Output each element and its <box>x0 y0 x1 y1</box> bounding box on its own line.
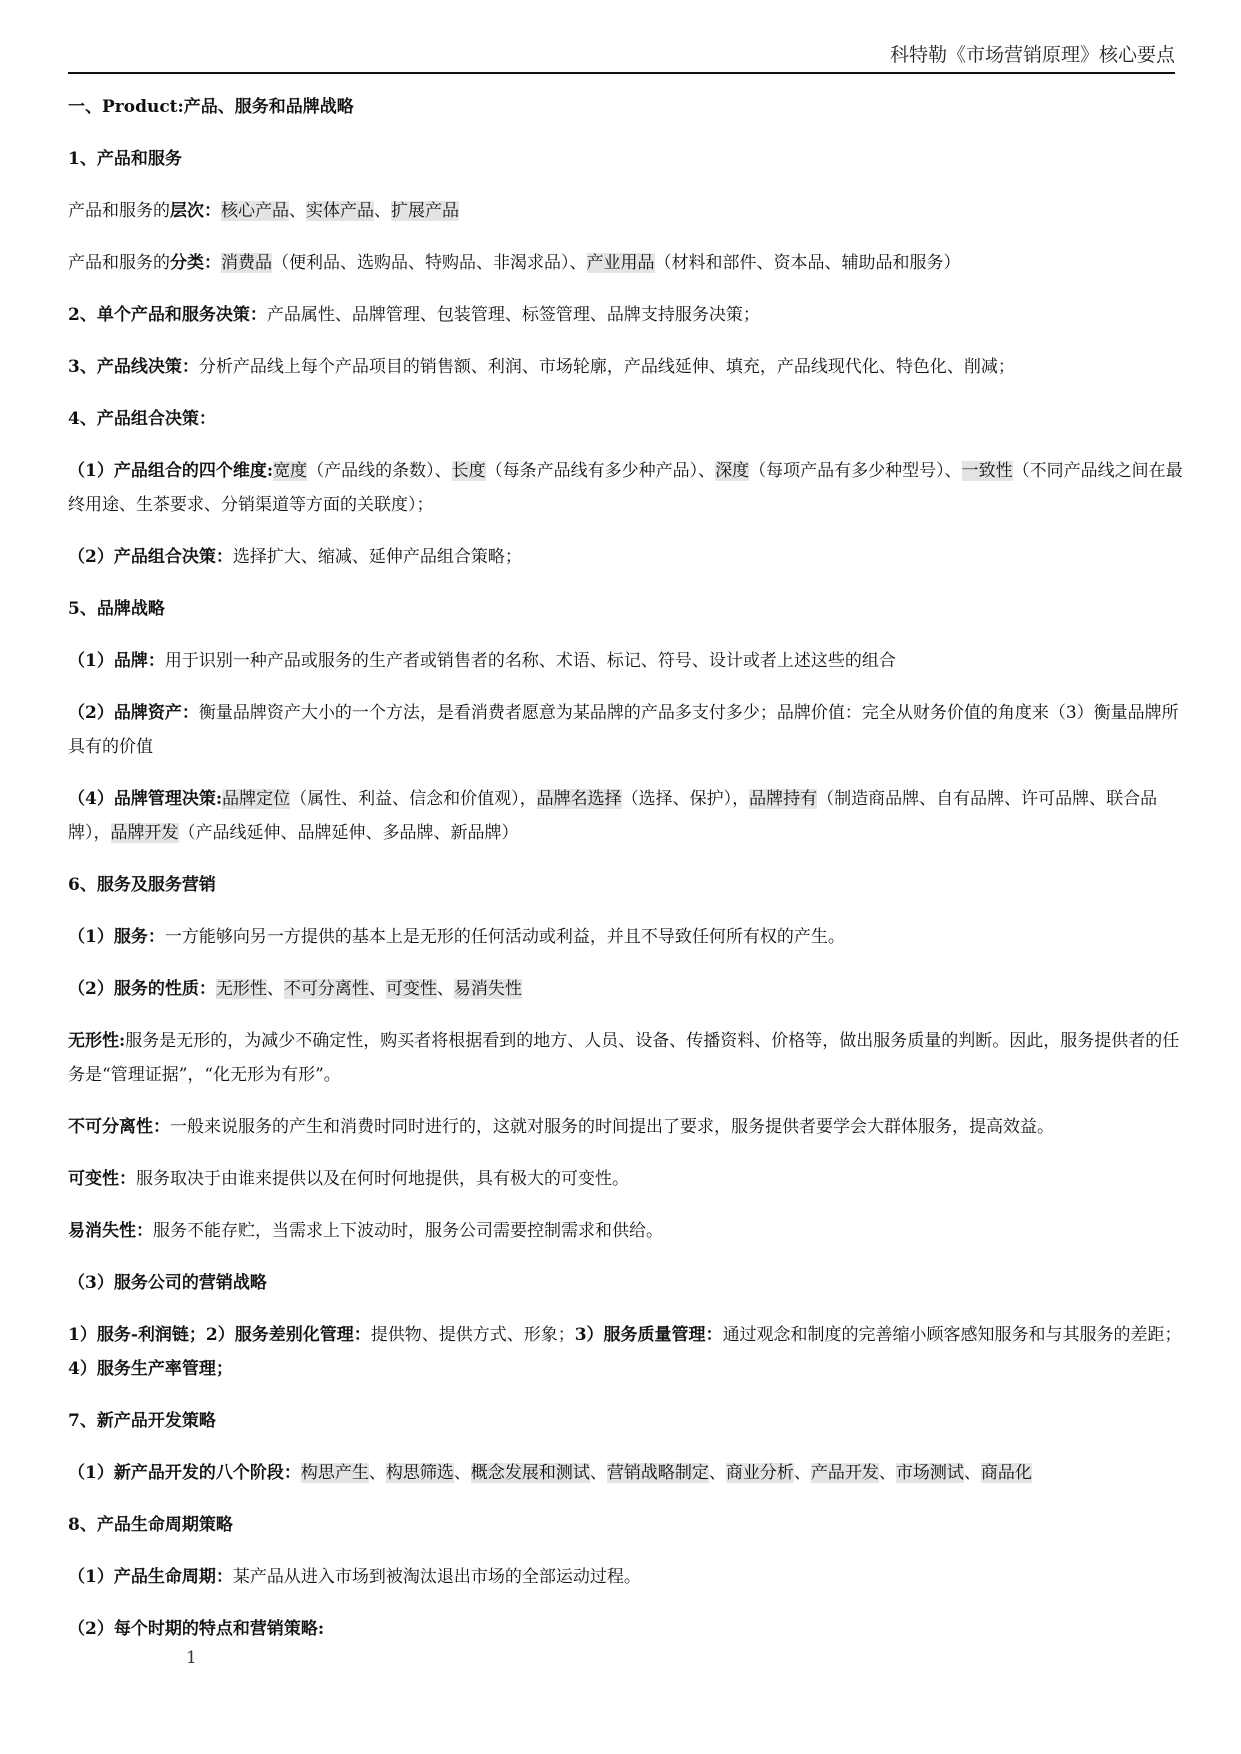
highlight-term: 一致性 <box>961 461 1013 481</box>
highlight-term: 概念发展和测试 <box>470 1463 590 1483</box>
highlight-term: 构思筛选 <box>385 1463 454 1483</box>
highlight-term: 易消失性 <box>453 979 522 999</box>
paragraph-service-strategy: 1）服务-利润链；2）服务差别化管理：提供物、提供方式、形象；3）服务质量管理：通过观念和制度的完善缩小顾客感知服务和与其服务的差距；4）服务生产率管理； <box>68 1325 1182 1379</box>
highlight-term: 品牌持有 <box>749 789 818 809</box>
paragraph-service-nature: （2）服务的性质：无形性、不可分离性、可变性、易消失性 <box>68 979 522 999</box>
highlight-term: 产业用品 <box>586 253 655 273</box>
paragraph-brand-management: （4）品牌管理决策:品牌定位（属性、利益、信念和价值观），品牌名选择（选择、保护），品牌持有（制造商品牌、自有品牌、许可品牌、联合品牌），品牌开发（产品线延伸、品牌延伸、多品牌、新品牌） <box>68 789 1158 843</box>
highlight-term: 构思产生 <box>300 1463 369 1483</box>
paragraph-mix-dimensions: （1）产品组合的四个维度:宽度（产品线的条数）、长度（每条产品线有多少种产品）、深度（每项产品有多少种型号）、一致性（不同产品线之间在最终用途、生茶要求、分销渠道等方面的关联度）； <box>68 461 1183 515</box>
highlight-term: 消费品 <box>221 253 272 273</box>
highlight-term: 品牌名选择 <box>536 789 622 809</box>
paragraph-plc-stages: （2）每个时期的特点和营销策略: <box>68 1619 325 1639</box>
highlight-term: 实体产品 <box>306 201 374 221</box>
highlight-term: 品牌定位 <box>222 789 291 809</box>
section-heading-4: 4、产品组合决策： <box>68 409 216 429</box>
highlight-term: 宽度 <box>273 461 308 481</box>
highlight-term: 品牌开发 <box>110 823 179 843</box>
section-heading-8: 8、产品生命周期策略 <box>68 1515 233 1535</box>
paragraph-plc: （1）产品生命周期：某产品从进入市场到被淘汰退出市场的全部运动过程。 <box>68 1567 641 1587</box>
paragraph-npd-stages: （1）新产品开发的八个阶段：构思产生、构思筛选、概念发展和测试、营销战略制定、商业分析、产品开发、市场测试、商品化 <box>68 1463 1032 1483</box>
document-body <box>68 90 1190 1664</box>
highlight-term: 无形性 <box>215 979 267 999</box>
paragraph-intangibility: 无形性:服务是无形的，为减少不确定性，购买者将根据看到的地方、人员、设备、传播资料、价格等，做出服务质量的判断。因此，服务提供者的任务是“管理证据”，“化无形为有形”。 <box>68 1031 1180 1085</box>
paragraph-mix-decision: （2）产品组合决策：选择扩大、缩减、延伸产品组合策略； <box>68 547 522 567</box>
section-heading-6: 6、服务及服务营销 <box>68 875 216 895</box>
paragraph-classification: 产品和服务的分类：消费品（便利品、选购品、特购品、非渴求品）、产业用品（材料和部件、资本品、辅助品和服务） <box>68 253 961 273</box>
section-2: 2、单个产品和服务决策：产品属性、品牌管理、包装管理、标签管理、品牌支持服务决策； <box>68 305 760 325</box>
highlight-term: 不可分离性 <box>283 979 369 999</box>
highlight-term: 市场测试 <box>895 1463 964 1483</box>
highlight-term: 扩展产品 <box>391 201 459 221</box>
highlight-term: 产品开发 <box>810 1463 879 1483</box>
highlight-term: 长度 <box>451 461 486 481</box>
highlight-term: 商品化 <box>980 1463 1032 1483</box>
highlight-term: 核心产品 <box>221 201 289 221</box>
section-heading-7: 7、新产品开发策略 <box>68 1411 216 1431</box>
section-heading-5: 5、品牌战略 <box>68 599 165 619</box>
paragraph-brand-equity: （2）品牌资产：衡量品牌资产大小的一个方法，是看消费者愿意为某品牌的产品多支付多少；品牌价值：完全从财务价值的角度来（3）衡量品牌所具有的价值 <box>68 703 1179 757</box>
chapter-heading: 一、Product:产品、服务和品牌战略 <box>68 97 354 117</box>
paragraph-brand: （1）品牌：用于识别一种产品或服务的生产者或销售者的名称、术语、标记、符号、设计或者上述这些的组合 <box>68 651 896 671</box>
paragraph-levels: 产品和服务的层次：核心产品、实体产品、扩展产品 <box>68 201 459 221</box>
paragraph-perishability: 易消失性：服务不能存贮，当需求上下波动时，服务公司需要控制需求和供给。 <box>68 1221 663 1241</box>
page-number: 1 <box>186 1648 197 1668</box>
highlight-term: 深度 <box>715 461 750 481</box>
paragraph-variability: 可变性：服务取决于由谁来提供以及在何时何地提供，具有极大的可变性。 <box>68 1169 629 1189</box>
section-3: 3、产品线决策：分析产品线上每个产品项目的销售额、利润、市场轮廓，产品线延伸、填充，产品线现代化、特色化、削减； <box>68 357 1015 377</box>
running-header: 科特勒《市场营销原理》核心要点 <box>68 40 1175 74</box>
highlight-term: 可变性 <box>385 979 437 999</box>
highlight-term: 商业分析 <box>725 1463 794 1483</box>
section-heading-1: 1、产品和服务 <box>68 149 182 169</box>
subsection-heading-service-strategy: （3）服务公司的营销战略 <box>68 1273 267 1293</box>
paragraph-inseparability: 不可分离性：一般来说服务的产生和消费时同时进行的，这就对服务的时间提出了要求，服务提供者要学会大群体服务，提高效益。 <box>68 1117 1054 1137</box>
paragraph-service: （1）服务：一方能够向另一方提供的基本上是无形的任何活动或利益，并且不导致任何所有权的产生。 <box>68 927 845 947</box>
highlight-term: 营销战略制定 <box>606 1463 709 1483</box>
